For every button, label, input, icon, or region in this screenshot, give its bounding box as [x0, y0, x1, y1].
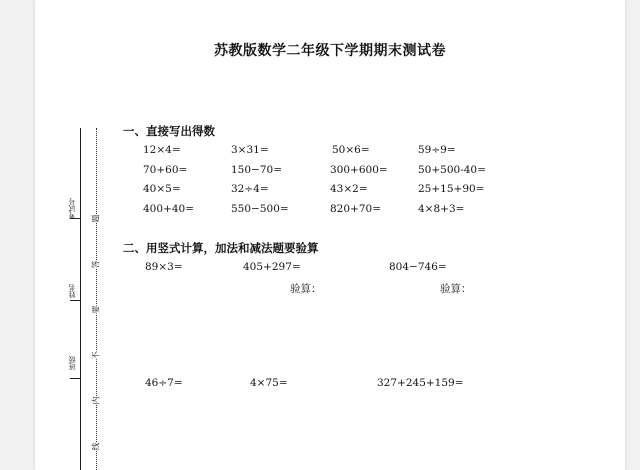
margin-tick	[70, 300, 80, 301]
problem: 804−746=	[389, 261, 447, 273]
problem: 59÷9=	[418, 144, 456, 156]
problem: 70+60=	[143, 164, 188, 176]
check-label: 验算：	[290, 283, 322, 295]
seal-char: 要	[91, 305, 101, 314]
problem: 327+245+159=	[377, 377, 464, 389]
margin-dotted-line	[96, 128, 97, 470]
page-title: 苏教版数学二年级下学期期末测试卷	[214, 43, 446, 59]
margin-tick	[70, 378, 80, 379]
margin-tick	[70, 218, 80, 219]
problem: 400+40=	[143, 203, 194, 215]
margin-solid-line	[80, 128, 81, 470]
problem: 32÷4=	[231, 183, 269, 195]
margin-label-name: 姓名	[68, 284, 76, 298]
problem: 43×2=	[330, 183, 368, 195]
seal-char: 线	[91, 442, 101, 451]
problem: 4×8+3=	[418, 203, 465, 215]
problem: 50+500-40=	[418, 164, 486, 176]
seal-char: 答	[91, 260, 101, 269]
problem: 3×31=	[231, 144, 269, 156]
problem: 50×6=	[332, 144, 370, 156]
seal-char: 内	[91, 396, 101, 405]
document-page	[35, 0, 625, 470]
seal-char: 不	[91, 351, 101, 360]
problem: 40×5=	[143, 183, 181, 195]
problem: 89×3=	[145, 261, 183, 273]
problem: 820+70=	[330, 203, 381, 215]
margin-label-exam-number: 考试号	[68, 198, 76, 219]
problem: 150−70=	[231, 164, 282, 176]
problem: 4×75=	[250, 377, 288, 389]
problem: 405+297=	[243, 261, 301, 273]
problem: 46÷7=	[145, 377, 183, 389]
problem: 12×4=	[143, 144, 181, 156]
problem: 25+15+90=	[418, 183, 485, 195]
section-heading-direct-answers: 一、直接写出得数	[123, 124, 215, 138]
check-label: 验算：	[440, 283, 472, 295]
problem: 300+600=	[330, 164, 388, 176]
section-heading-vertical-calculation: 二、用竖式计算，加法和减法题要验算	[123, 241, 319, 255]
seal-char: 题	[91, 214, 101, 223]
problem: 550−500=	[231, 203, 289, 215]
margin-label-class: 班级	[68, 356, 76, 370]
